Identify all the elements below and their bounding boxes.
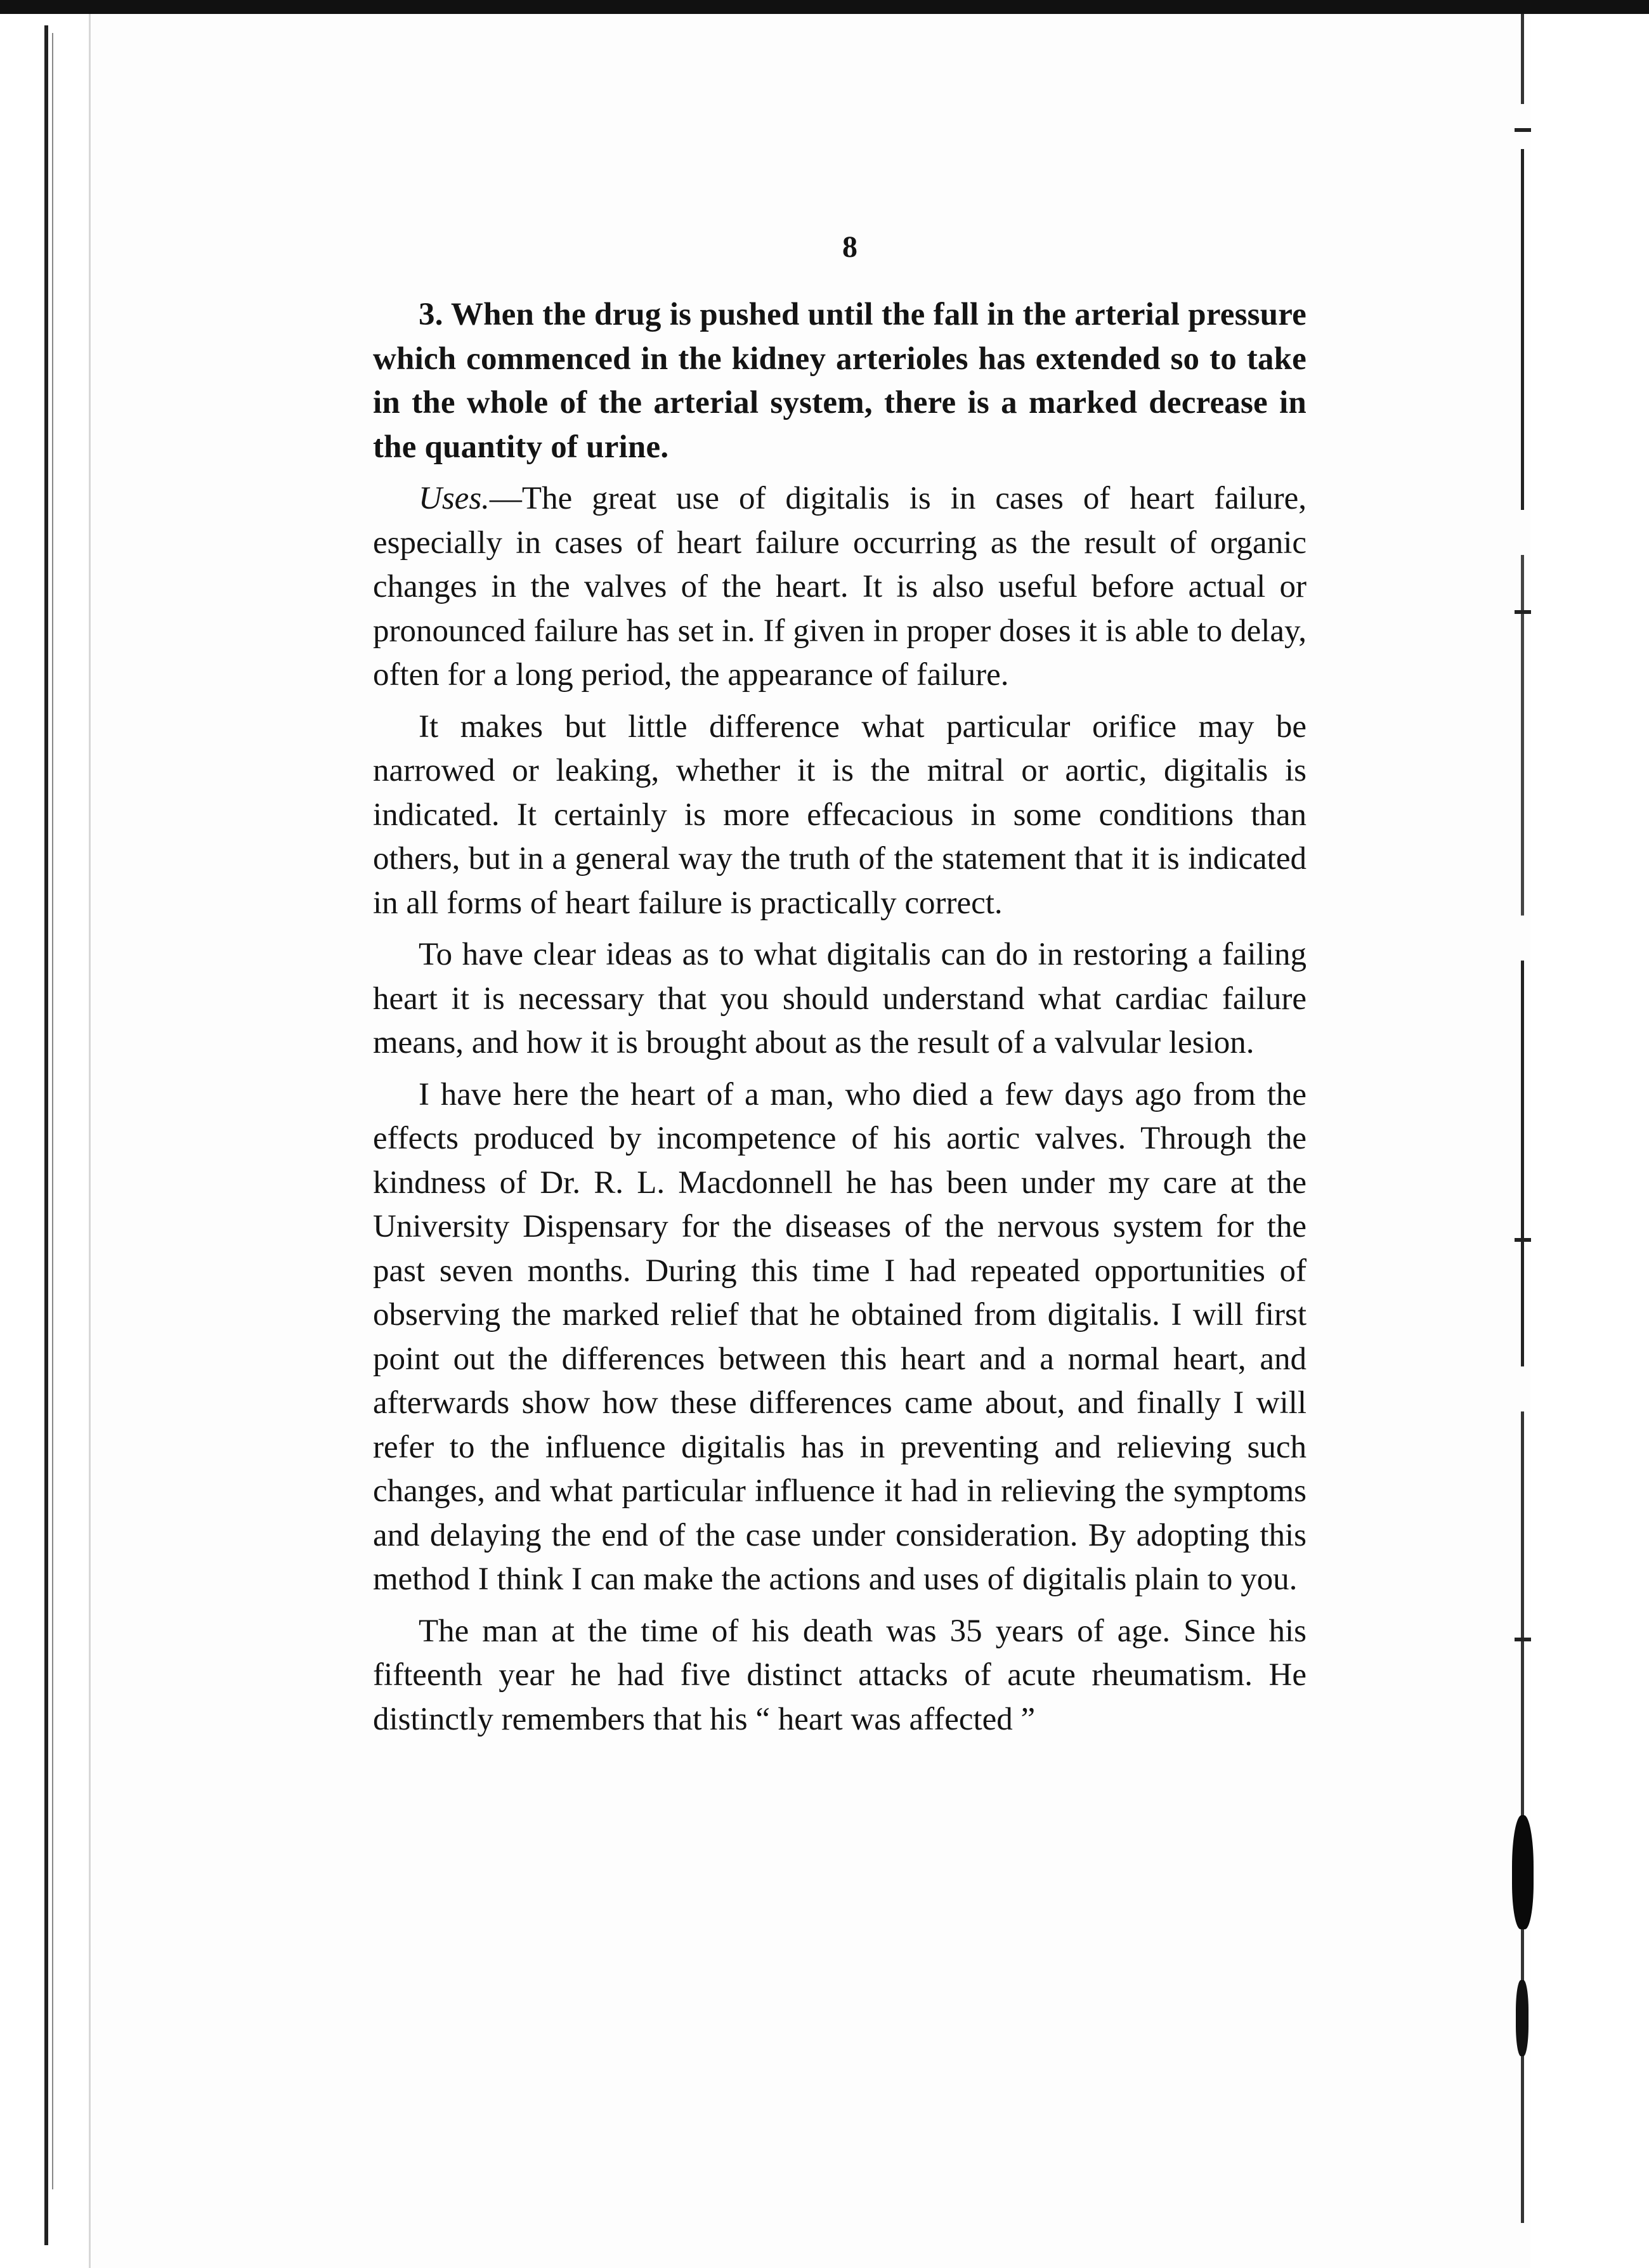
page-number: 8 (842, 230, 857, 264)
paragraph-text: It makes but little difference what particular orifice may be narrowed or leaking, whether it is the mitral or aortic, digitalis is indicated. It certainly is more effecacious in some conditions than others, but in a general way the truth of the statement that it is indicated in all forms of heart failure is practically correct. (373, 708, 1307, 921)
right-binding-edge (1509, 14, 1535, 2268)
binding-notch (1515, 1238, 1531, 1242)
paragraph-uses (373, 477, 1307, 698)
binding-notch (1515, 128, 1531, 132)
binding-ink-blot (1516, 1980, 1528, 2056)
body-text (373, 293, 1307, 1749)
paragraph-case-heart (373, 1073, 1307, 1602)
paragraph-text: I have here the heart of a man, who died a few days ago from the effects produced by incompetence of his aortic valves. Through the kindness of Dr. R. L. Macdonnell he has been under my care at the University Dispensary for the diseases of the nervous system for the past seven months. During this time I had repeated opportunities of observing the marked relief that he obtained from digitalis. I will first point out the differences between this heart and a normal heart, and afterwards show how these differences came about, and finally I will refer to the influence digitalis has in preventing and relieving such changes, and what particular influence it had in relieving the symptoms and delaying the end of the case under consideration. By adopting this method I think I can make the actions and uses of digitalis plain to you. (373, 1076, 1307, 1597)
binding-notch (1515, 610, 1531, 614)
binding-line (1521, 14, 1524, 2268)
paragraph-patient-history (373, 1610, 1307, 1742)
scan-top-border (0, 0, 1649, 14)
scan-left-inner-rule (52, 33, 53, 2189)
paragraph-text: The man at the time of his death was 35 years of age. Since his fifteenth year he had five distinct attacks of acute rheumatism. He distinctly remembers that his “ heart was affected ” (373, 1613, 1307, 1737)
paragraph-cardiac-failure (373, 933, 1307, 1066)
scan-left-rule (44, 25, 48, 2245)
paragraph-diuresis-decrease (373, 293, 1307, 469)
binding-ink-blot (1512, 1815, 1534, 1929)
paragraph-text: To have clear ideas as to what digitalis can do in restoring a failing heart it is necessary that you should understand what cardiac failure means, and how it is brought about as the result of a valvular lesion. (373, 937, 1307, 1060)
binding-notch (1515, 1638, 1531, 1641)
run-in-heading-uses: Uses. (419, 481, 490, 516)
paragraph-text: —The great use of digitalis is in cases of heart failure, especially in cases of heart failure occurring as the result of organic changes in the valves of the heart. It is also useful before actual or pronounced failure has set in. If given in proper doses it is able to delay, often for a long period, the appearance of failure. (373, 481, 1307, 693)
paragraph-text: 3. When the drug is pushed until the fall in the arterial pressure which commenced in the kidney arterioles has extended so to take in the whole of the arterial system, there is a marked decrease in the quantity of urine. (373, 297, 1307, 465)
paragraph-orifice (373, 705, 1307, 926)
